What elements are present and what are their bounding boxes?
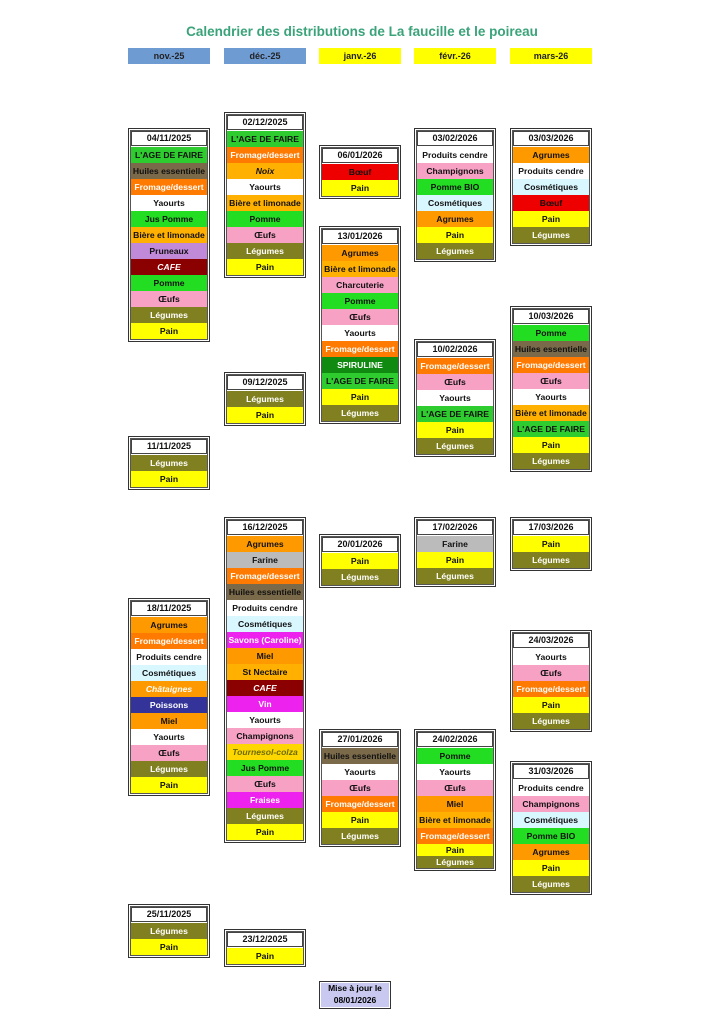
distribution-date: 20/01/2026 (322, 537, 398, 552)
product-item: Bière et limonade (513, 405, 589, 421)
distribution-date: 06/01/2026 (322, 148, 398, 163)
product-item: CAFE (131, 259, 207, 275)
product-item: Légumes (322, 405, 398, 421)
product-item: Légumes (417, 568, 493, 584)
distribution-block (414, 729, 496, 871)
product-item: Produits cendre (513, 163, 589, 179)
product-item: Poissons (131, 697, 207, 713)
product-item: Œufs (227, 776, 303, 792)
distribution-date: 04/11/2025 (131, 131, 207, 146)
product-item: Huiles essentielle (131, 163, 207, 179)
product-item: Légumes (513, 227, 589, 243)
product-item: Pomme (417, 748, 493, 764)
distribution-date: 24/03/2026 (513, 633, 589, 648)
product-item: Légumes (131, 923, 207, 939)
distribution-date: 31/03/2026 (513, 764, 589, 779)
distribution-date: 23/12/2025 (227, 932, 303, 947)
product-item: Pomme (131, 275, 207, 291)
product-item: Champignons (227, 728, 303, 744)
product-item: Yaourts (322, 764, 398, 780)
distribution-block (510, 517, 592, 571)
product-item: Noix (227, 163, 303, 179)
product-item: SPIRULINE (322, 357, 398, 373)
product-item: Agrumes (513, 844, 589, 860)
product-item: Huiles essentielle (227, 584, 303, 600)
product-item: Yaourts (417, 390, 493, 406)
product-item: Produits cendre (131, 649, 207, 665)
product-item: Fromage/dessert (417, 828, 493, 844)
product-item: Huiles essentielle (513, 341, 589, 357)
month-header: déc.-25 (224, 48, 306, 64)
distribution-block (510, 128, 592, 246)
product-item: Pain (227, 407, 303, 423)
product-item: Fromage/dessert (227, 568, 303, 584)
month-header: janv.-26 (319, 48, 401, 64)
distribution-date: 17/03/2026 (513, 520, 589, 535)
product-item: Agrumes (417, 211, 493, 227)
product-item: Yaourts (131, 195, 207, 211)
distribution-block (319, 534, 401, 588)
product-item: Œufs (417, 374, 493, 390)
month-header: févr.-26 (414, 48, 496, 64)
product-item: Miel (417, 796, 493, 812)
product-item: Agrumes (322, 245, 398, 261)
product-item: Fromage/dessert (322, 341, 398, 357)
product-item: Œufs (513, 373, 589, 389)
product-item: Agrumes (131, 617, 207, 633)
product-item: Miel (131, 713, 207, 729)
product-item: CAFE (227, 680, 303, 696)
product-item: Vin (227, 696, 303, 712)
product-item: Pain (131, 471, 207, 487)
product-item: Pain (322, 180, 398, 196)
distribution-block (510, 306, 592, 472)
product-item: Légumes (513, 713, 589, 729)
product-item: St Nectaire (227, 664, 303, 680)
product-item: Pomme BIO (513, 828, 589, 844)
product-item: Fromage/dessert (322, 796, 398, 812)
product-item: Fromage/dessert (417, 358, 493, 374)
distribution-date: 24/02/2026 (417, 732, 493, 747)
product-item: Yaourts (131, 729, 207, 745)
product-item: Tournesol-colza (227, 744, 303, 760)
product-item: Pain (417, 844, 493, 856)
product-item: Yaourts (417, 764, 493, 780)
product-item: Pain (131, 777, 207, 793)
distribution-date: 03/03/2026 (513, 131, 589, 146)
product-item: Légumes (322, 569, 398, 585)
product-item: L'AGE DE FAIRE (227, 131, 303, 147)
product-item: Farine (227, 552, 303, 568)
product-item: Yaourts (227, 179, 303, 195)
product-item: Charcuterie (322, 277, 398, 293)
product-item: Pain (227, 824, 303, 840)
product-item: Pain (322, 553, 398, 569)
product-item: Pain (513, 437, 589, 453)
product-item: Produits cendre (227, 600, 303, 616)
distribution-date: 09/12/2025 (227, 375, 303, 390)
product-item: Bière et limonade (417, 812, 493, 828)
product-item: Bière et limonade (322, 261, 398, 277)
product-item: Œufs (131, 745, 207, 761)
product-item: Yaourts (227, 712, 303, 728)
product-item: L'AGE DE FAIRE (513, 421, 589, 437)
update-note (319, 981, 391, 1009)
distribution-date: 10/02/2026 (417, 342, 493, 357)
product-item: Légumes (131, 761, 207, 777)
product-item: Légumes (417, 243, 493, 259)
product-item: Fraises (227, 792, 303, 808)
distribution-date: 13/01/2026 (322, 229, 398, 244)
product-item: Légumes (227, 808, 303, 824)
month-header: nov.-25 (128, 48, 210, 64)
product-item: Bœuf (513, 195, 589, 211)
product-item: Champignons (513, 796, 589, 812)
distribution-date: 16/12/2025 (227, 520, 303, 535)
product-item: Œufs (513, 665, 589, 681)
product-item: Champignons (417, 163, 493, 179)
distribution-date: 25/11/2025 (131, 907, 207, 922)
product-item: Légumes (513, 876, 589, 892)
product-item: Cosmétiques (513, 179, 589, 195)
product-item: Pain (417, 422, 493, 438)
distribution-block (414, 128, 496, 262)
product-item: Fromage/dessert (131, 179, 207, 195)
distribution-block (510, 630, 592, 732)
product-item: Légumes (131, 455, 207, 471)
product-item: Fromage/dessert (513, 681, 589, 697)
distribution-date: 27/01/2026 (322, 732, 398, 747)
product-item: Pain (322, 389, 398, 405)
distribution-block (224, 372, 306, 426)
distribution-block (128, 598, 210, 796)
product-item: Légumes (227, 243, 303, 259)
distribution-block (128, 128, 210, 342)
product-item: Yaourts (513, 389, 589, 405)
distribution-block (414, 339, 496, 457)
product-item: Pain (227, 948, 303, 964)
product-item: Bière et limonade (227, 195, 303, 211)
product-item: Fromage/dessert (131, 633, 207, 649)
product-item: Cosmétiques (131, 665, 207, 681)
product-item: Agrumes (227, 536, 303, 552)
product-item: Pain (513, 860, 589, 876)
product-item: Fromage/dessert (513, 357, 589, 373)
distribution-block (319, 226, 401, 424)
product-item: Pain (131, 323, 207, 339)
product-item: Fromage/dessert (227, 147, 303, 163)
product-item: Châtaignes (131, 681, 207, 697)
distribution-block (510, 761, 592, 895)
distribution-block (224, 929, 306, 967)
product-item: Pruneaux (131, 243, 207, 259)
product-item: Bœuf (322, 164, 398, 180)
update-note-label: Mise à jour le (328, 983, 382, 993)
product-item: Légumes (322, 828, 398, 844)
product-item: Œufs (322, 309, 398, 325)
product-item: Huiles essentielle (322, 748, 398, 764)
product-item: Pain (513, 536, 589, 552)
product-item: Œufs (131, 291, 207, 307)
distribution-block (319, 145, 401, 199)
product-item: Pain (417, 552, 493, 568)
product-item: L'AGE DE FAIRE (131, 147, 207, 163)
product-item: Pomme (322, 293, 398, 309)
product-item: Œufs (322, 780, 398, 796)
product-item: Pain (417, 227, 493, 243)
distribution-date: 03/02/2026 (417, 131, 493, 146)
product-item: Pomme (227, 211, 303, 227)
product-item: Légumes (417, 438, 493, 454)
product-item: Légumes (417, 856, 493, 868)
product-item: Cosmétiques (513, 812, 589, 828)
product-item: Légumes (513, 453, 589, 469)
month-header: mars-26 (510, 48, 592, 64)
product-item: Pain (322, 812, 398, 828)
page-title: Calendrier des distributions de La faucille et le poireau (186, 24, 538, 39)
product-item: Cosmétiques (227, 616, 303, 632)
product-item: Pomme (513, 325, 589, 341)
distribution-date: 10/03/2026 (513, 309, 589, 324)
product-item: Miel (227, 648, 303, 664)
product-item: Savons (Caroline) (227, 632, 303, 648)
product-item: Œufs (417, 780, 493, 796)
product-item: Bière et limonade (131, 227, 207, 243)
product-item: Légumes (227, 391, 303, 407)
product-item: Yaourts (513, 649, 589, 665)
product-item: Œufs (227, 227, 303, 243)
distribution-block (224, 112, 306, 278)
distribution-date: 02/12/2025 (227, 115, 303, 130)
product-item: Légumes (131, 307, 207, 323)
distribution-date: 11/11/2025 (131, 439, 207, 454)
product-item: Jus Pomme (131, 211, 207, 227)
product-item: Farine (417, 536, 493, 552)
product-item: L'AGE DE FAIRE (417, 406, 493, 422)
update-note-date: 08/01/2026 (333, 995, 377, 1005)
distribution-block (319, 729, 401, 847)
distribution-date: 17/02/2026 (417, 520, 493, 535)
product-item: Produits cendre (513, 780, 589, 796)
product-item: L'AGE DE FAIRE (322, 373, 398, 389)
product-item: Agrumes (513, 147, 589, 163)
product-item: Produits cendre (417, 147, 493, 163)
product-item: Cosmétiques (417, 195, 493, 211)
product-item: Pain (513, 697, 589, 713)
product-item: Yaourts (322, 325, 398, 341)
product-item: Pomme BIO (417, 179, 493, 195)
distribution-block (128, 436, 210, 490)
distribution-block (414, 517, 496, 587)
distribution-block (128, 904, 210, 958)
product-item: Pain (131, 939, 207, 955)
distribution-date: 18/11/2025 (131, 601, 207, 616)
product-item: Jus Pomme (227, 760, 303, 776)
product-item: Pain (513, 211, 589, 227)
distribution-block (224, 517, 306, 843)
product-item: Pain (227, 259, 303, 275)
product-item: Légumes (513, 552, 589, 568)
